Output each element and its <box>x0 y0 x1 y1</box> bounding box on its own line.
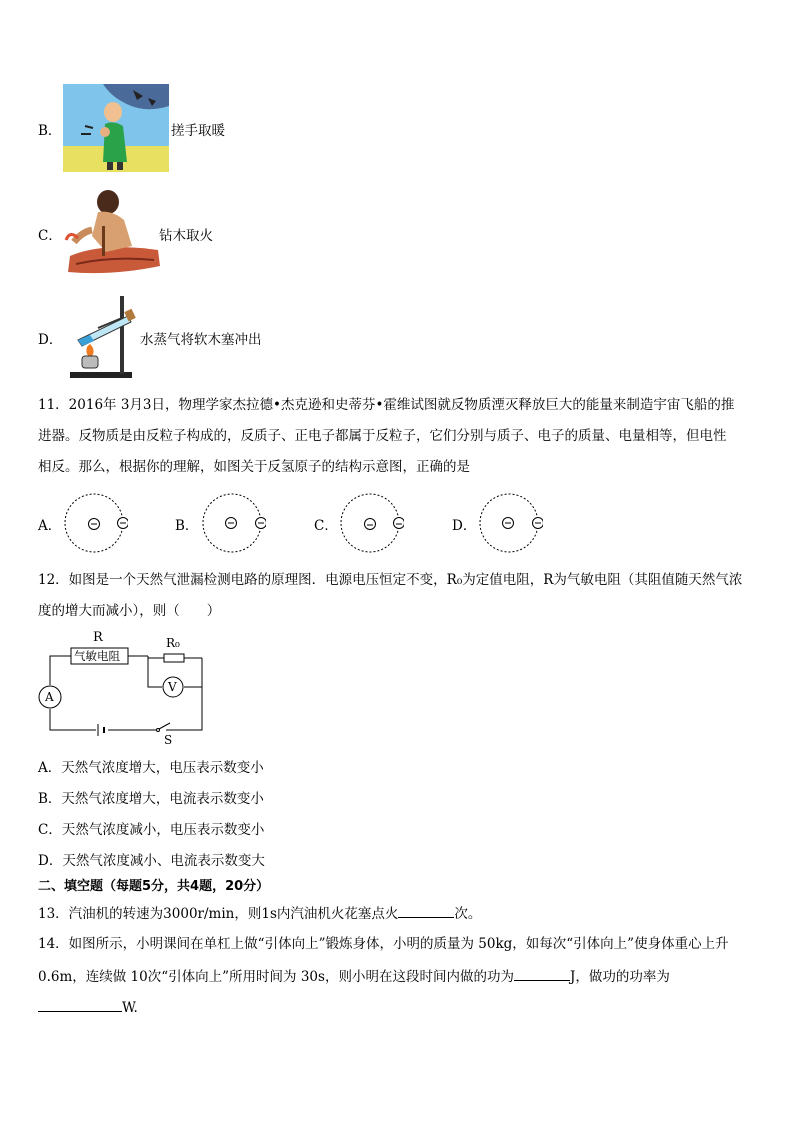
option-d-label: D． <box>38 332 63 348</box>
q14-text-after: J，做功的功率为 <box>569 969 670 985</box>
q12-line-1: 12．如图是一个天然气泄漏检测电路的原理图．电源电压恒定不变，R₀为定值电阻，R为气敏电阻（其阻值随天然气浓 <box>38 572 743 588</box>
option-d-text: 水蒸气将软木塞冲出 <box>140 332 262 348</box>
q11-line-3: 相反。那么，根据你的理解，如图关于反氢原子的结构示意图，正确的是 <box>38 459 470 475</box>
option-b-text: 搓手取暖 <box>171 123 225 139</box>
q12-line-2: 度的增大而减小），则（ ） <box>38 603 221 619</box>
q13-text-after: 次。 <box>454 906 482 922</box>
antihydrogen-diagram-b <box>200 490 266 556</box>
option-c-label: C． <box>38 228 62 244</box>
q13-text-before: 13．汽油机的转速为3000r/min，则1s内汽油机火花塞点火 <box>38 906 399 922</box>
q14-line-2 <box>38 966 764 987</box>
drilling-wood-image <box>62 186 162 278</box>
ammeter-label: A <box>45 690 54 704</box>
gas-sensor-box-label: 气敏电阻 <box>74 649 120 663</box>
switch-label: S <box>164 733 173 747</box>
q14-text-before: 0.6m，连续做 10次“引体向上”所用时间为 30s，则小明在这段时间内做的功为 <box>38 969 514 985</box>
antihydrogen-diagram-a <box>62 490 128 556</box>
antihydrogen-diagram-c <box>338 490 404 556</box>
rubbing-hands-image <box>63 84 169 172</box>
q14-power-blank[interactable] <box>38 997 122 1012</box>
option-b-label: B． <box>38 123 62 139</box>
option-c-text: 钻木取火 <box>159 228 213 244</box>
q12-option-a: A．天然气浓度增大，电压表示数变小 <box>38 760 264 776</box>
q12-option-d: D．天然气浓度减小、电流表示数变大 <box>38 853 265 869</box>
section-2-heading: 二、填空题（每题5分，共4题，20分） <box>38 879 270 894</box>
steam-test-tube-image <box>68 292 138 380</box>
q11-line-1: 11．2016年 3月3日，物理学家杰拉德•杰克逊和史蒂芬•霍维试图就反物质湮灭释放巨大的能量来制造宇宙飞船的推 <box>38 397 735 413</box>
q14-line-3 <box>38 997 764 1018</box>
q12-option-b: B．天然气浓度增大，电流表示数变小 <box>38 791 264 807</box>
q11-line-2: 进器。反物质是由反粒子构成的，反质子、正电子都属于反粒子，它们分别与质子、电子的质量、电量相等，但电性 <box>38 428 727 444</box>
resistor-r-label: R <box>93 630 103 645</box>
q11-option-c-label: C． <box>314 518 338 534</box>
q13-answer-blank[interactable] <box>398 903 454 918</box>
q11-option-d-label: D． <box>452 518 477 534</box>
resistor-r0-label: R₀ <box>166 636 180 650</box>
q14-work-blank[interactable] <box>514 966 570 981</box>
q13 <box>38 903 764 924</box>
q12-option-c: C．天然气浓度减小，电压表示数变小 <box>38 822 265 838</box>
q14-line-1: 14．如图所示，小明课间在单杠上做“引体向上”锻炼身体，小明的质量为 50kg，如每次“引体向上”使身体重心上升 <box>38 936 729 952</box>
q11-option-b-label: B． <box>175 518 199 534</box>
antihydrogen-diagram-d <box>477 490 543 556</box>
gas-leak-circuit <box>38 630 218 750</box>
q11-option-a-label: A． <box>38 518 62 534</box>
q14-unit: W. <box>122 1000 138 1016</box>
voltmeter-label: V <box>168 680 177 694</box>
